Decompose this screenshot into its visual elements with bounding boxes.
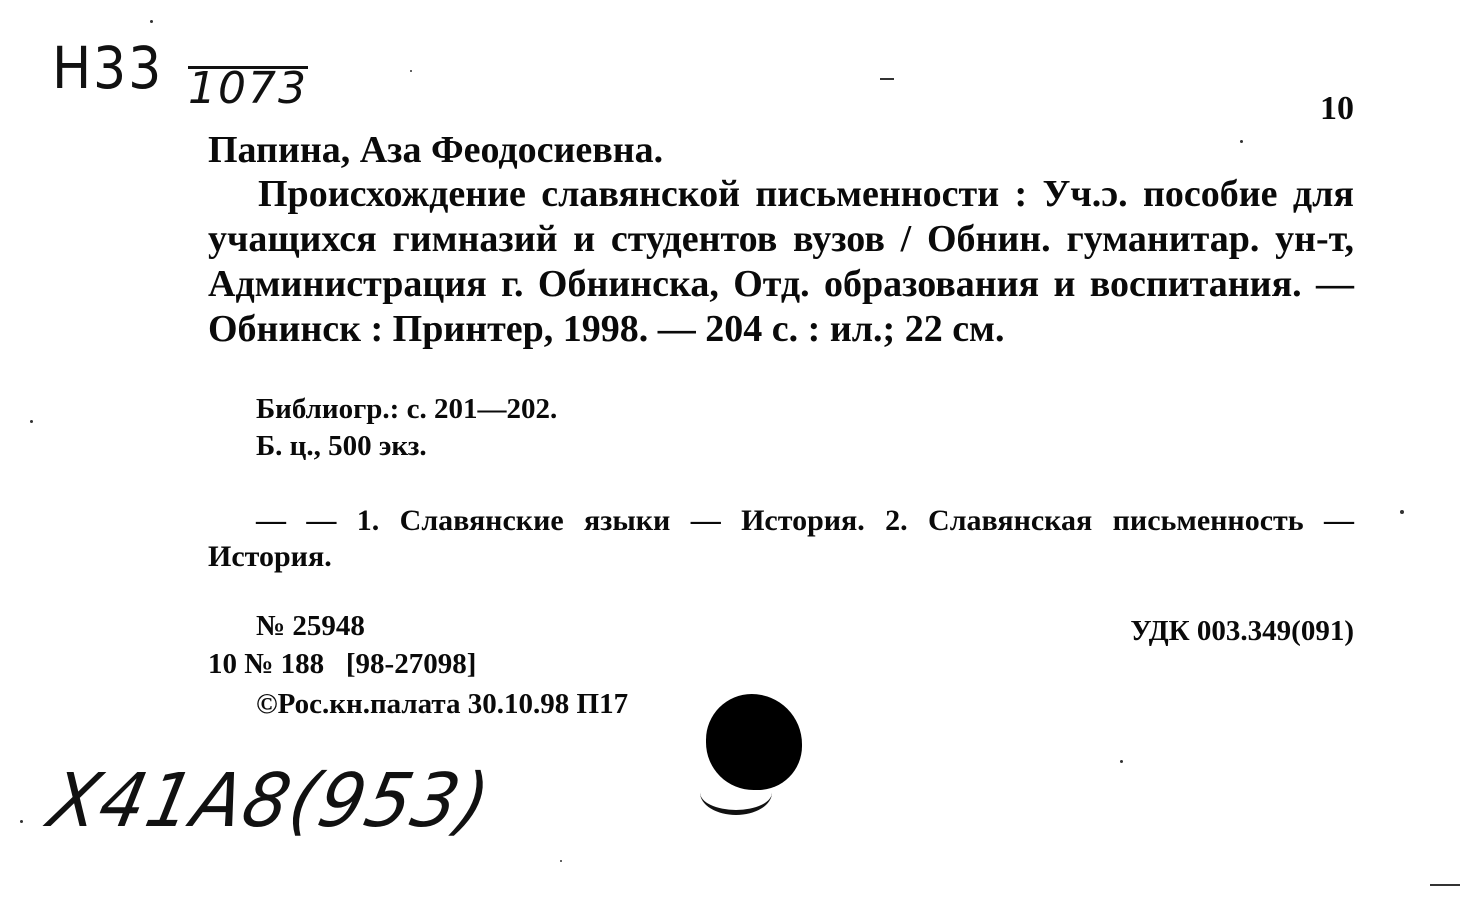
scan-speck: [150, 20, 153, 23]
scan-speck: [30, 420, 33, 423]
title-description: Происхождение славянской письменности : Уч.ɔ. пособие для учащихся гимназий и студентов вузов / Обнин. гуманитар. ун-т, Администрация г. Обнинска, Отд. образования и воспитания. — Обнинск : Принтер, 1998. — 204 с. : ил.; 22 см.: [208, 173, 1354, 350]
scan-speck: [1240, 140, 1243, 143]
scan-speck: [20, 820, 23, 823]
handwritten-card-number: 1073: [188, 63, 308, 114]
registration-number: 10 № 188 [98-27098]: [208, 648, 477, 680]
subject-headings: — — 1. Славянские языки — История. 2. Славянская письменность — История.: [208, 504, 1354, 573]
corner-number: 10: [1320, 90, 1354, 127]
handwritten-class-code: Х41А8(953): [41, 758, 499, 844]
udk-code: УДК 003.349(091): [1130, 615, 1354, 647]
record-number: № 25948: [256, 610, 365, 642]
ink-blot-arc: [700, 770, 772, 815]
scan-speck: [410, 70, 412, 72]
handwritten-shelf-mark: Н33: [52, 34, 164, 102]
scan-speck: [880, 78, 894, 80]
scan-speck: [1120, 760, 1123, 763]
scan-speck: [560, 860, 562, 862]
author-heading: Папина, Аза Феодосиевна.: [208, 129, 664, 171]
copyright-line: ©Рос.кн.палата 30.10.98 П17: [256, 688, 629, 720]
price-copies-note: Б. ц., 500 экз.: [256, 430, 427, 462]
bibliography-note: Библиогр.: с. 201—202.: [256, 393, 558, 425]
scan-speck: [1430, 884, 1460, 886]
scan-speck: [1400, 510, 1404, 514]
